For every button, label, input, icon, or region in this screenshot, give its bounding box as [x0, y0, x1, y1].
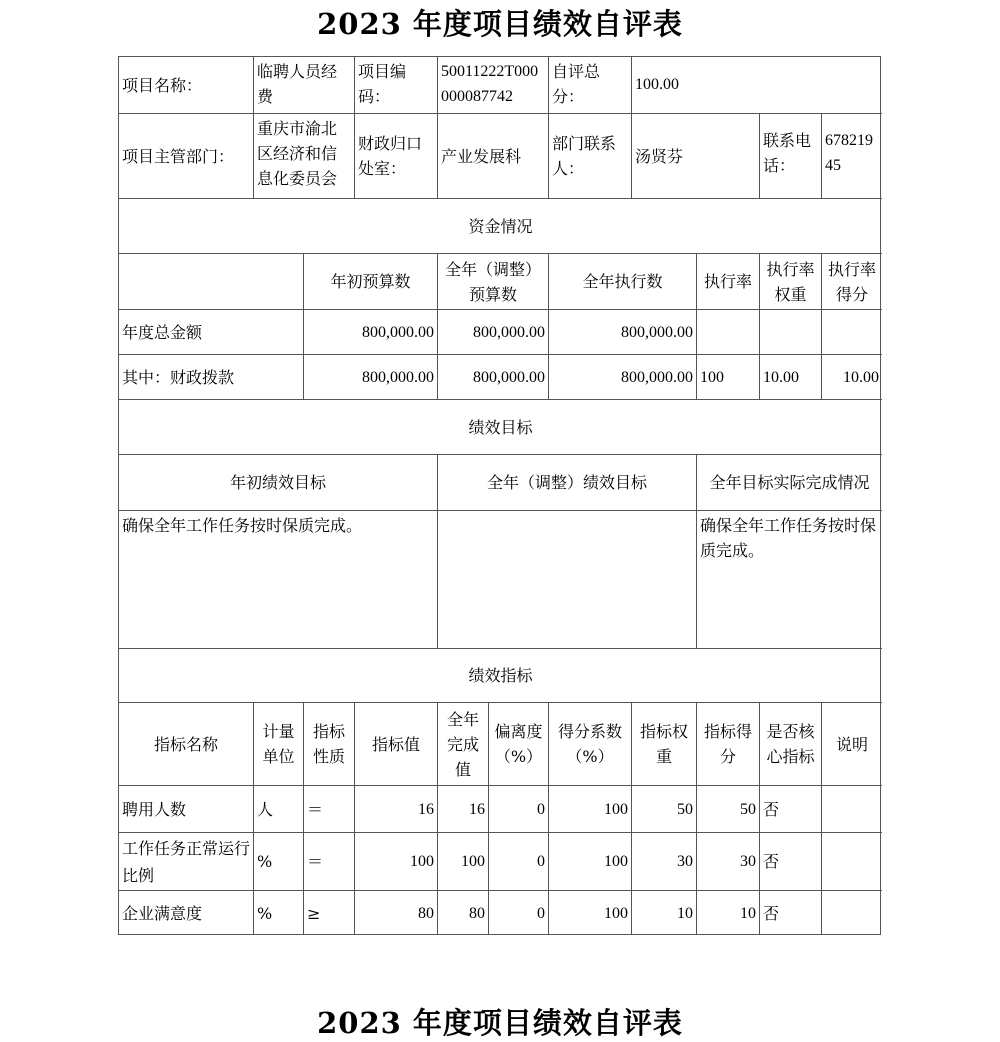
funds-cell: 100	[697, 355, 760, 400]
ind-core: 否	[760, 891, 822, 935]
funds-cell: 800,000.00	[438, 310, 549, 355]
funds-col-adjusted: 全年（调整）预算数	[438, 254, 549, 310]
ind-weight: 10	[632, 891, 697, 935]
ind-nature: ＝	[304, 786, 355, 833]
ind-dev: 0	[489, 891, 549, 935]
funds-col-executed: 全年执行数	[549, 254, 697, 310]
ind-note	[822, 833, 882, 891]
ind-value: 16	[355, 786, 438, 833]
ind-unit: %	[254, 891, 304, 935]
funds-cell	[822, 310, 882, 355]
ind-col-note: 说明	[822, 703, 882, 786]
ind-weight: 30	[632, 833, 697, 891]
ind-score: 50	[697, 786, 760, 833]
ind-col-name: 指标名称	[119, 703, 254, 786]
goals-initial-text: 确保全年工作任务按时保质完成。	[119, 511, 438, 649]
ind-score: 30	[697, 833, 760, 891]
dept-label: 项目主管部门：	[119, 114, 254, 199]
ind-col-unit: 计量单位	[254, 703, 304, 786]
self-evaluation-table	[118, 56, 881, 935]
ind-note	[822, 891, 882, 935]
dept-value: 重庆市渝北区经济和信息化委员会	[254, 114, 355, 199]
ind-value: 80	[355, 891, 438, 935]
page-title: 2023 年度项目绩效自评表	[317, 7, 683, 41]
ind-col-done: 全年完成值	[438, 703, 489, 786]
self-score-value: 100.00	[632, 57, 882, 114]
finance-office-value: 产业发展科	[438, 114, 549, 199]
funds-cell: 800,000.00	[304, 310, 438, 355]
funds-cell: 800,000.00	[549, 310, 697, 355]
funds-cell: 800,000.00	[304, 355, 438, 400]
goals-col-adjusted: 全年（调整）绩效目标	[438, 455, 697, 511]
funds-cell: 800,000.00	[549, 355, 697, 400]
ind-core: 否	[760, 833, 822, 891]
phone-label: 联系电话：	[760, 114, 822, 199]
ind-unit: %	[254, 833, 304, 891]
funds-cell	[760, 310, 822, 355]
ind-col-coef: 得分系数（%）	[549, 703, 632, 786]
ind-col-value: 指标值	[355, 703, 438, 786]
funds-cell: 10.00	[760, 355, 822, 400]
project-name-value: 临聘人员经费	[254, 57, 355, 114]
finance-office-label: 财政归口处室：	[355, 114, 438, 199]
ind-note	[822, 786, 882, 833]
ind-dev: 0	[489, 786, 549, 833]
ind-coef: 100	[549, 786, 632, 833]
ind-done: 80	[438, 891, 489, 935]
funds-cell	[697, 310, 760, 355]
contact-value: 汤贤芬	[632, 114, 760, 199]
ind-name: 工作任务正常运行比例	[119, 833, 254, 891]
goals-col-initial: 年初绩效目标	[119, 455, 438, 511]
ind-col-nature: 指标性质	[304, 703, 355, 786]
ind-name: 企业满意度	[119, 891, 254, 935]
ind-done: 16	[438, 786, 489, 833]
goals-adjusted-text	[438, 511, 697, 649]
ind-col-core: 是否核心指标	[760, 703, 822, 786]
ind-col-weight: 指标权重	[632, 703, 697, 786]
funds-col-score: 执行率得分	[822, 254, 882, 310]
funds-cell: 10.00	[822, 355, 882, 400]
ind-nature: ≥	[304, 891, 355, 935]
phone-value: 67821945	[822, 114, 882, 199]
project-code-label: 项目编码：	[355, 57, 438, 114]
funds-col-rate: 执行率	[697, 254, 760, 310]
ind-score: 10	[697, 891, 760, 935]
goals-section-title: 绩效目标	[119, 400, 882, 455]
ind-name: 聘用人数	[119, 786, 254, 833]
ind-core: 否	[760, 786, 822, 833]
funds-cell: 800,000.00	[438, 355, 549, 400]
ind-col-score: 指标得分	[697, 703, 760, 786]
contact-label: 部门联系人：	[549, 114, 632, 199]
ind-unit: 人	[254, 786, 304, 833]
goals-actual-text: 确保全年工作任务按时保质完成。	[697, 511, 882, 649]
next-page-title: 2023 年度项目绩效自评表	[317, 1006, 683, 1040]
funds-row-label: 其中：财政拨款	[119, 355, 304, 400]
funds-row-label: 年度总金额	[119, 310, 304, 355]
funds-col-initial: 年初预算数	[304, 254, 438, 310]
indicators-section-title: 绩效指标	[119, 649, 882, 703]
goals-col-actual: 全年目标实际完成情况	[697, 455, 882, 511]
funds-header-blank	[119, 254, 304, 310]
funds-section-title: 资金情况	[119, 199, 882, 254]
ind-dev: 0	[489, 833, 549, 891]
ind-done: 100	[438, 833, 489, 891]
funds-col-weight: 执行率权重	[760, 254, 822, 310]
ind-value: 100	[355, 833, 438, 891]
self-score-label: 自评总分：	[549, 57, 632, 114]
ind-coef: 100	[549, 891, 632, 935]
ind-col-dev: 偏离度（%）	[489, 703, 549, 786]
ind-weight: 50	[632, 786, 697, 833]
ind-nature: ＝	[304, 833, 355, 891]
project-name-label: 项目名称：	[119, 57, 254, 114]
project-code-value: 50011222T000000087742	[438, 57, 549, 114]
ind-coef: 100	[549, 833, 632, 891]
